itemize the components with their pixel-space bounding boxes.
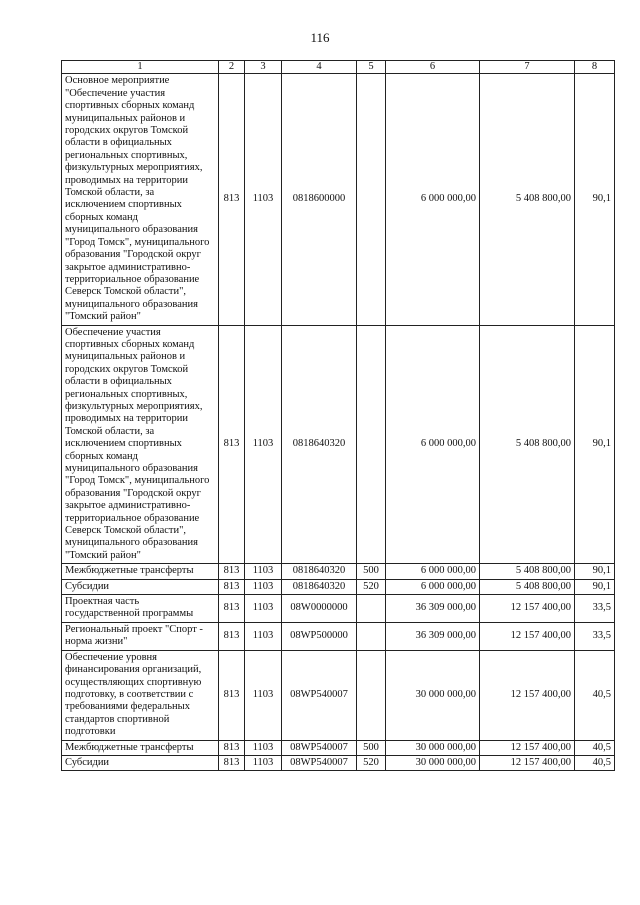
cell-expense-type bbox=[357, 650, 386, 740]
column-header: 8 bbox=[575, 61, 615, 74]
row-description: Обеспечение участия спортивных сборных команд муниципальных районов и городских округов Томской области в официальных региональных спортивных, физкультурных мероприятиях, проводимых на территории Томской области, за исключением спортивных сборных команд муниципального образования "Город Томск", муниципального образования "Городской округ закрытое административно-территориальное образование Северск Томской области", муниципального образования "Томский район" bbox=[62, 325, 219, 564]
row-description: Межбюджетные трансферты bbox=[62, 564, 219, 579]
table-row bbox=[62, 755, 615, 770]
cell-ministry-code: 813 bbox=[219, 622, 245, 650]
cell-ministry-code: 813 bbox=[219, 755, 245, 770]
table-row bbox=[62, 74, 615, 325]
table-row bbox=[62, 650, 615, 740]
cell-percent: 90,1 bbox=[575, 325, 615, 564]
cell-ministry-code: 813 bbox=[219, 650, 245, 740]
cell-section-code: 1103 bbox=[245, 579, 282, 594]
cell-section-code: 1103 bbox=[245, 325, 282, 564]
table-row bbox=[62, 579, 615, 594]
cell-executed-amount: 5 408 800,00 bbox=[480, 579, 575, 594]
cell-planned-amount: 36 309 000,00 bbox=[386, 595, 480, 623]
cell-planned-amount: 6 000 000,00 bbox=[386, 564, 480, 579]
cell-executed-amount: 5 408 800,00 bbox=[480, 74, 575, 325]
cell-expense-type: 500 bbox=[357, 564, 386, 579]
cell-target-article: 0818640320 bbox=[282, 325, 357, 564]
row-description: Проектная часть государственной программы bbox=[62, 595, 219, 623]
cell-percent: 40,5 bbox=[575, 740, 615, 755]
cell-executed-amount: 12 157 400,00 bbox=[480, 650, 575, 740]
cell-section-code: 1103 bbox=[245, 650, 282, 740]
cell-target-article: 08WP540007 bbox=[282, 650, 357, 740]
cell-planned-amount: 36 309 000,00 bbox=[386, 622, 480, 650]
cell-section-code: 1103 bbox=[245, 755, 282, 770]
cell-target-article: 0818640320 bbox=[282, 579, 357, 594]
column-header: 1 bbox=[62, 61, 219, 74]
cell-target-article: 0818600000 bbox=[282, 74, 357, 325]
cell-percent: 33,5 bbox=[575, 595, 615, 623]
cell-planned-amount: 30 000 000,00 bbox=[386, 650, 480, 740]
cell-ministry-code: 813 bbox=[219, 579, 245, 594]
row-description: Субсидии bbox=[62, 755, 219, 770]
table-row bbox=[62, 622, 615, 650]
cell-ministry-code: 813 bbox=[219, 595, 245, 623]
cell-target-article: 08W0000000 bbox=[282, 595, 357, 623]
cell-executed-amount: 12 157 400,00 bbox=[480, 740, 575, 755]
cell-planned-amount: 6 000 000,00 bbox=[386, 325, 480, 564]
cell-expense-type bbox=[357, 74, 386, 325]
cell-executed-amount: 12 157 400,00 bbox=[480, 622, 575, 650]
column-header: 2 bbox=[219, 61, 245, 74]
cell-percent: 90,1 bbox=[575, 74, 615, 325]
cell-expense-type bbox=[357, 595, 386, 623]
row-description: Обеспечение уровня финансирования организаций, осуществляющих спортивную подготовку, в соответствии с требованиями федеральных стандартов спортивной подготовки bbox=[62, 650, 219, 740]
cell-section-code: 1103 bbox=[245, 622, 282, 650]
cell-section-code: 1103 bbox=[245, 740, 282, 755]
column-header: 6 bbox=[386, 61, 480, 74]
cell-target-article: 08WP500000 bbox=[282, 622, 357, 650]
cell-target-article: 08WP540007 bbox=[282, 740, 357, 755]
cell-executed-amount: 5 408 800,00 bbox=[480, 325, 575, 564]
cell-planned-amount: 6 000 000,00 bbox=[386, 74, 480, 325]
column-header: 4 bbox=[282, 61, 357, 74]
cell-planned-amount: 6 000 000,00 bbox=[386, 579, 480, 594]
column-header: 5 bbox=[357, 61, 386, 74]
cell-expense-type bbox=[357, 325, 386, 564]
cell-percent: 90,1 bbox=[575, 579, 615, 594]
row-description: Субсидии bbox=[62, 579, 219, 594]
table-row bbox=[62, 564, 615, 579]
cell-executed-amount: 5 408 800,00 bbox=[480, 564, 575, 579]
column-header: 7 bbox=[480, 61, 575, 74]
cell-target-article: 08WP540007 bbox=[282, 755, 357, 770]
cell-percent: 90,1 bbox=[575, 564, 615, 579]
cell-percent: 40,5 bbox=[575, 755, 615, 770]
cell-percent: 33,5 bbox=[575, 622, 615, 650]
row-description: Основное мероприятие "Обеспечение участия спортивных сборных команд муниципальных районов и городских округов Томской области в официальных региональных спортивных, физкультурных мероприятиях, проводимых на территории Томской области, за исключением спортивных сборных команд муниципального образования "Город Томск", муниципального образования "Городской округ закрытое административно-территориальное образование Северск Томской области", муниципального образования "Томский район" bbox=[62, 74, 219, 325]
header-row bbox=[62, 61, 615, 74]
cell-ministry-code: 813 bbox=[219, 740, 245, 755]
cell-expense-type: 500 bbox=[357, 740, 386, 755]
cell-executed-amount: 12 157 400,00 bbox=[480, 595, 575, 623]
cell-percent: 40,5 bbox=[575, 650, 615, 740]
cell-planned-amount: 30 000 000,00 bbox=[386, 740, 480, 755]
cell-section-code: 1103 bbox=[245, 74, 282, 325]
row-description: Межбюджетные трансферты bbox=[62, 740, 219, 755]
page-number: 116 bbox=[310, 30, 330, 45]
cell-planned-amount: 30 000 000,00 bbox=[386, 755, 480, 770]
table-row bbox=[62, 740, 615, 755]
cell-expense-type: 520 bbox=[357, 755, 386, 770]
cell-target-article: 0818640320 bbox=[282, 564, 357, 579]
table-row bbox=[62, 325, 615, 564]
table-row bbox=[62, 595, 615, 623]
cell-expense-type: 520 bbox=[357, 579, 386, 594]
cell-ministry-code: 813 bbox=[219, 564, 245, 579]
cell-ministry-code: 813 bbox=[219, 325, 245, 564]
budget-table bbox=[61, 60, 615, 771]
cell-expense-type bbox=[357, 622, 386, 650]
column-header: 3 bbox=[245, 61, 282, 74]
row-description: Региональный проект "Спорт - норма жизни" bbox=[62, 622, 219, 650]
cell-executed-amount: 12 157 400,00 bbox=[480, 755, 575, 770]
cell-ministry-code: 813 bbox=[219, 74, 245, 325]
cell-section-code: 1103 bbox=[245, 564, 282, 579]
cell-section-code: 1103 bbox=[245, 595, 282, 623]
